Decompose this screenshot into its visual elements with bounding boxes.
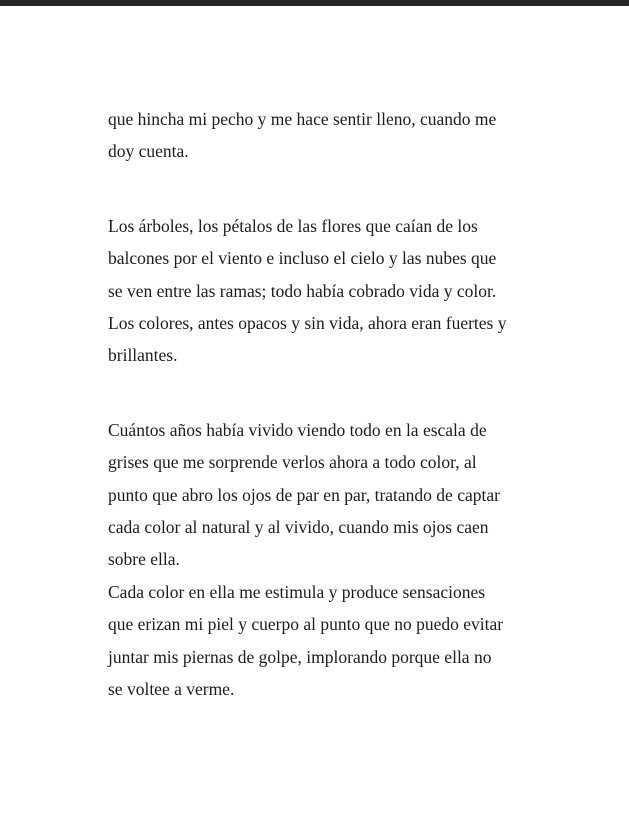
text-line: brillantes. [108,345,178,366]
text-line: Los árboles, los pétalos de las flores que caían de los [108,215,478,236]
text-line: cada color al natural y al vivido, cuando mis ojos caen [108,517,489,538]
text-line: punto que abro los ojos de par en par, tratando de captar [108,484,500,505]
text-line: juntar mis piernas de golpe, implorando porque ella no [108,646,492,667]
text-line: grises que me sorprende verlos ahora a todo color, al [108,452,477,473]
paragraph [108,576,528,706]
text-line: Cada color en ella me estimula y produce sensaciones [108,581,486,602]
text-line: se ven entre las ramas; todo había cobrado vida y color. [108,280,497,301]
paragraph [108,414,528,576]
text-line: se voltee a verme. [108,679,235,700]
paragraph [108,210,528,372]
text-line: Cuántos años había vivido viendo todo en la escala de [108,419,487,440]
text-line: doy cuenta. [108,141,189,162]
document-text-body [108,6,528,706]
text-line: sobre ella. [108,549,180,570]
text-line: que hincha mi pecho y me hace sentir lleno, cuando me [108,109,497,129]
text-line: que erizan mi piel y cuerpo al punto que no puedo evitar [108,614,504,635]
text-line: Los colores, antes opacos y sin vida, ahora eran fuertes y [108,313,507,334]
paragraph [108,103,528,168]
text-line: balcones por el viento e incluso el cielo y las nubes que [108,248,497,269]
